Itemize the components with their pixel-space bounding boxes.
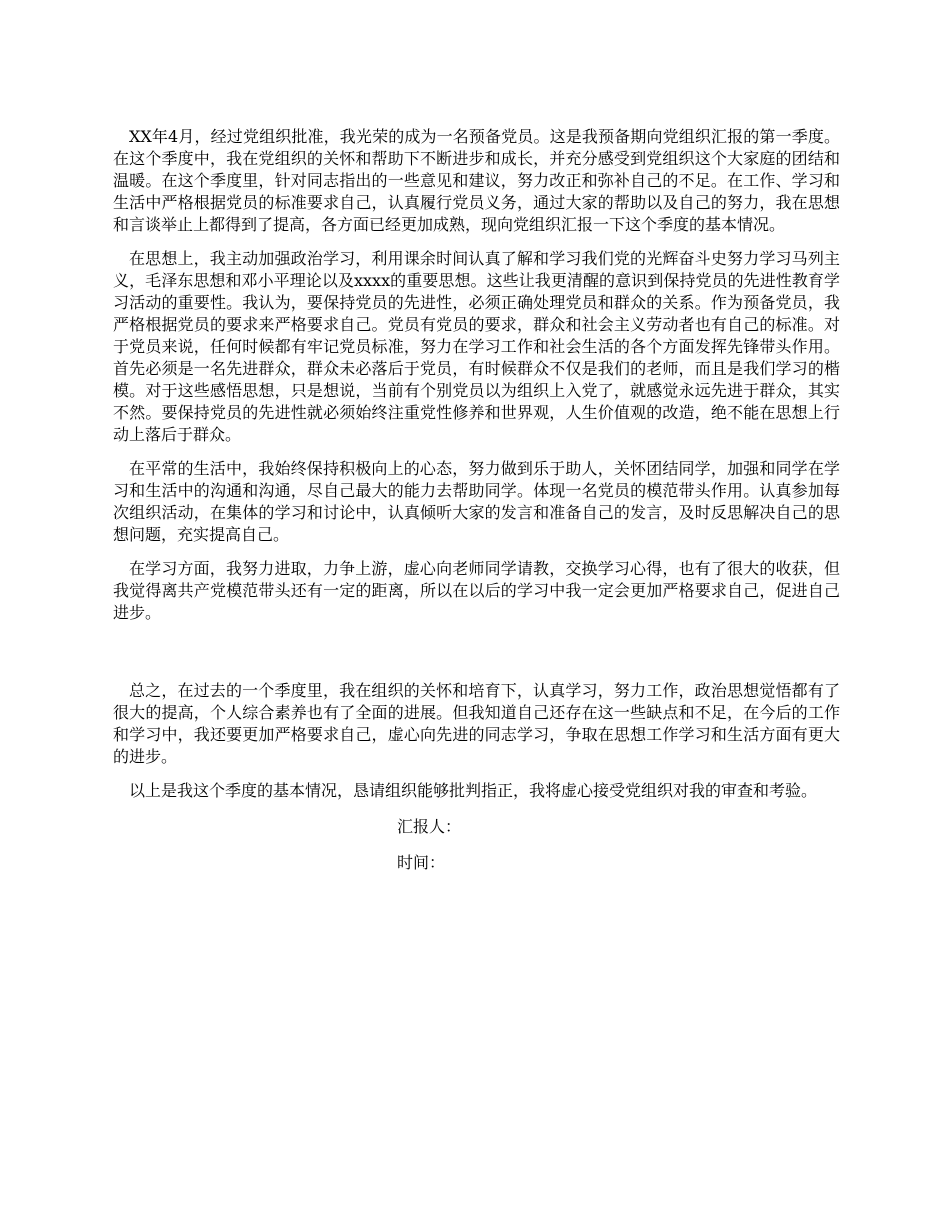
paragraph-life: 在平常的生活中，我始终保持积极向上的心态，努力做到乐于助人，关怀团结同学，加强和同学在学习和生活中的沟通和沟通，尽自己最大的能力去帮助同学。体现一名党员的模范带头作用。认真参加每次组织活动，在集体的学习和讨论中，认真倾听大家的发言和准备自己的发言，及时反思解决自己的思想问题，充实提高自己。	[113, 459, 840, 544]
paragraph-study: 在学习方面，我努力进取，力争上游，虚心向老师同学请教，交换学习心得，也有了很大的收获，但我觉得离共产党模范带头还有一定的距离，所以在以后的学习中我一定会更加严格要求自己，促进自己进步。	[113, 559, 840, 622]
reporter-label: 汇报人：	[397, 817, 462, 836]
date-label: 时间：	[397, 853, 446, 872]
document-page	[113, 126, 840, 874]
paragraph-closing: 以上是我这个季度的基本情况，恳请组织能够批判指正，我将虚心接受党组织对我的审查和考验。	[129, 781, 818, 800]
paragraph-thought: 在思想上，我主动加强政治学习，利用课余时间认真了解和学习我们党的光辉奋斗史努力学习马列主义，毛泽东思想和邓小平理论以及xxxx的重要思想。这些让我更清醒的意识到保持党员的先进性教育学习活动的重要性。我认为，要保持党员的先进性，必须正确处理党员和群众的关系。作为预备党员，我严格根据党员的要求来严格要求自己。党员有党员的要求，群众和社会主义劳动者也有自己的标准。对于党员来说，任何时候都有牢记党员标准，努力在学习工作和社会生活的各个方面发挥先锋带头作用。首先必须是一名先进群众，群众未必落后于党员，有时候群众不仅是我们的老师，而且是我们学习的楷模。对于这些感悟思想，只是想说，当前有个别党员以为组织上入党了，就感觉永远先进于群众，其实不然。要保持党员的先进性就必须始终注重党性修养和世界观，人生价值观的改造，绝不能在思想上行动上落后于群众。	[113, 249, 840, 444]
paragraph-intro: XX年4月，经过党组织批准，我光荣的成为一名预备党员。这是我预备期向党组织汇报的第一季度。在这个季度中，我在党组织的关怀和帮助下不断进步和成长，并充分感受到党组织这个大家庭的团结和温暖。在这个季度里，针对同志指出的一些意见和建议，努力改正和弥补自己的不足。在工作、学习和生活中严格根据党员的标准要求自己，认真履行党员义务，通过大家的帮助以及自己的努力，我在思想和言谈举止上都得到了提高，各方面已经更加成熟，现向党组织汇报一下这个季度的基本情况。	[113, 127, 840, 234]
paragraph-summary: 总之，在过去的一个季度里，我在组织的关怀和培育下，认真学习，努力工作，政治思想觉悟都有了很大的提高，个人综合素养也有了全面的进展。但我知道自己还存在这一些缺点和不足，在今后的工作和学习中，我还要更加严格要求自己，虚心向先进的同志学习，争取在思想工作学习和生活方面有更大的进步。	[113, 681, 840, 766]
